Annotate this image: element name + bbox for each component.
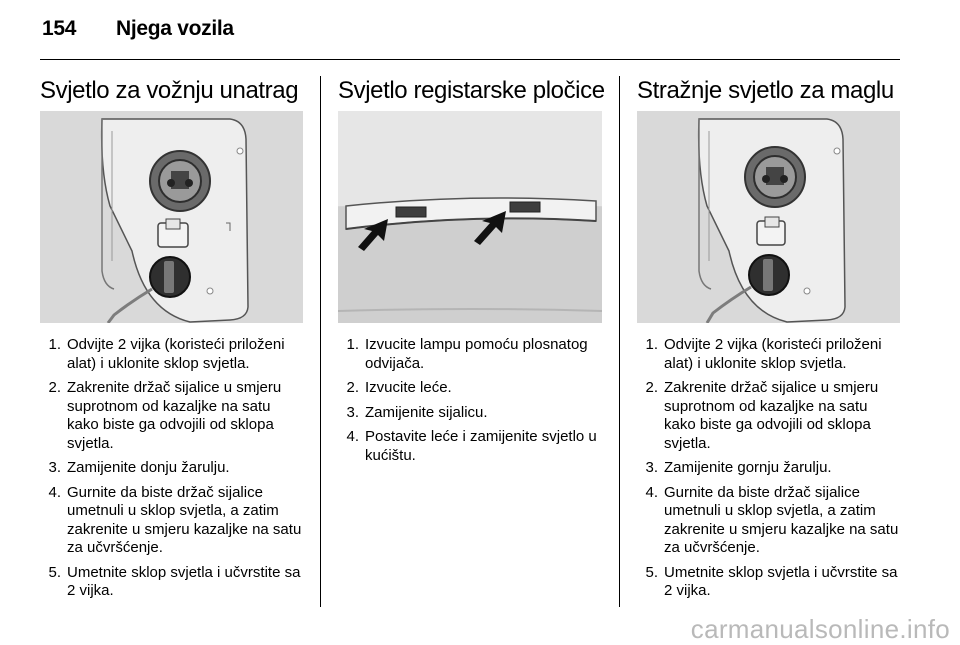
step-text: Gurnite da biste držač sijalice umetnuli u sklop svjetla, a zatim zakrenite u smjeru kazaljke na satu za učvršćenje. — [67, 483, 302, 556]
section-title: Svjetlo za vožnju unatrag — [40, 77, 299, 104]
instruction-list — [639, 336, 901, 607]
step-text: Zamijenite donju žarulju. — [67, 459, 230, 476]
step-text: Gurnite da biste držač sijalice umetnuli u sklop svjetla, a zatim zakrenite u smjeru kazaljke na satu za učvršćenje. — [664, 483, 899, 556]
step-text: Odvijte 2 vijka (koristeći priloženi alat) i uklonite sklop svjetla. — [67, 336, 285, 372]
list-item — [639, 564, 901, 601]
step-text: Zamijenite gornju žarulju. — [664, 459, 832, 476]
instruction-list — [340, 336, 605, 471]
section-title: Svjetlo registarske pločice — [338, 77, 605, 104]
list-item — [340, 428, 605, 465]
list-item — [639, 336, 901, 373]
chapter-title: Njega vozila — [116, 17, 234, 40]
list-item — [639, 484, 901, 558]
list-item — [42, 564, 304, 601]
step-number: 1. — [346, 336, 359, 353]
list-item — [639, 379, 901, 453]
column-divider-2 — [619, 76, 620, 607]
step-number: 1. — [645, 336, 658, 353]
list-item — [42, 484, 304, 558]
watermark: carmanualsonline.info — [690, 614, 950, 644]
list-item — [42, 379, 304, 453]
step-number: 1. — [48, 336, 61, 353]
list-item — [42, 336, 304, 373]
lamp-assembly-illustration — [40, 111, 303, 323]
step-text: Izvucite lampu pomoću plosnatog odvijača. — [365, 336, 588, 372]
step-number: 5. — [48, 563, 61, 581]
step-text: Odvijte 2 vijka (koristeći priloženi alat) i uklonite sklop svjetla. — [664, 336, 882, 372]
header-rule — [40, 59, 900, 60]
section-title: Stražnje svjetlo za maglu — [637, 77, 894, 104]
step-number: 5. — [645, 563, 658, 581]
license-plate-illustration — [338, 111, 602, 323]
column-divider-1 — [320, 76, 321, 607]
lamp-assembly-illustration — [637, 111, 900, 323]
step-number: 3. — [645, 459, 658, 476]
step-text: Zamijenite sijalicu. — [365, 403, 488, 421]
list-item — [340, 336, 605, 373]
list-item — [340, 404, 605, 423]
list-item — [639, 459, 901, 478]
step-number: 2. — [48, 379, 61, 396]
list-item — [340, 379, 605, 398]
step-text: Zakrenite držač sijalice u smjeru suprotnom od kazaljke na satu kako biste ga odvojili od sklopa svjetla. — [664, 379, 879, 452]
step-number: 4. — [645, 483, 658, 501]
list-item — [42, 459, 304, 478]
step-text: Umetnite sklop svjetla i učvrstite sa 2 vijka. — [664, 563, 898, 599]
step-text: Izvucite leće. — [365, 379, 452, 396]
rear-fog-light-figure — [637, 111, 900, 323]
instruction-list — [42, 336, 304, 607]
reversing-light-figure — [40, 111, 303, 323]
license-plate-light-figure — [338, 111, 602, 323]
step-number: 3. — [48, 459, 61, 476]
step-text: Postavite leće i zamijenite svjetlo u kućištu. — [365, 428, 597, 464]
page-number: 154 — [42, 17, 77, 40]
step-number: 4. — [346, 428, 359, 445]
step-number: 3. — [346, 403, 359, 421]
step-number: 4. — [48, 483, 61, 501]
step-text: Zakrenite držač sijalice u smjeru suprotnom od kazaljke na satu kako biste ga odvojili od sklopa svjetla. — [67, 379, 282, 452]
step-number: 2. — [346, 379, 359, 396]
step-number: 2. — [645, 379, 658, 396]
step-text: Umetnite sklop svjetla i učvrstite sa 2 vijka. — [67, 563, 301, 599]
